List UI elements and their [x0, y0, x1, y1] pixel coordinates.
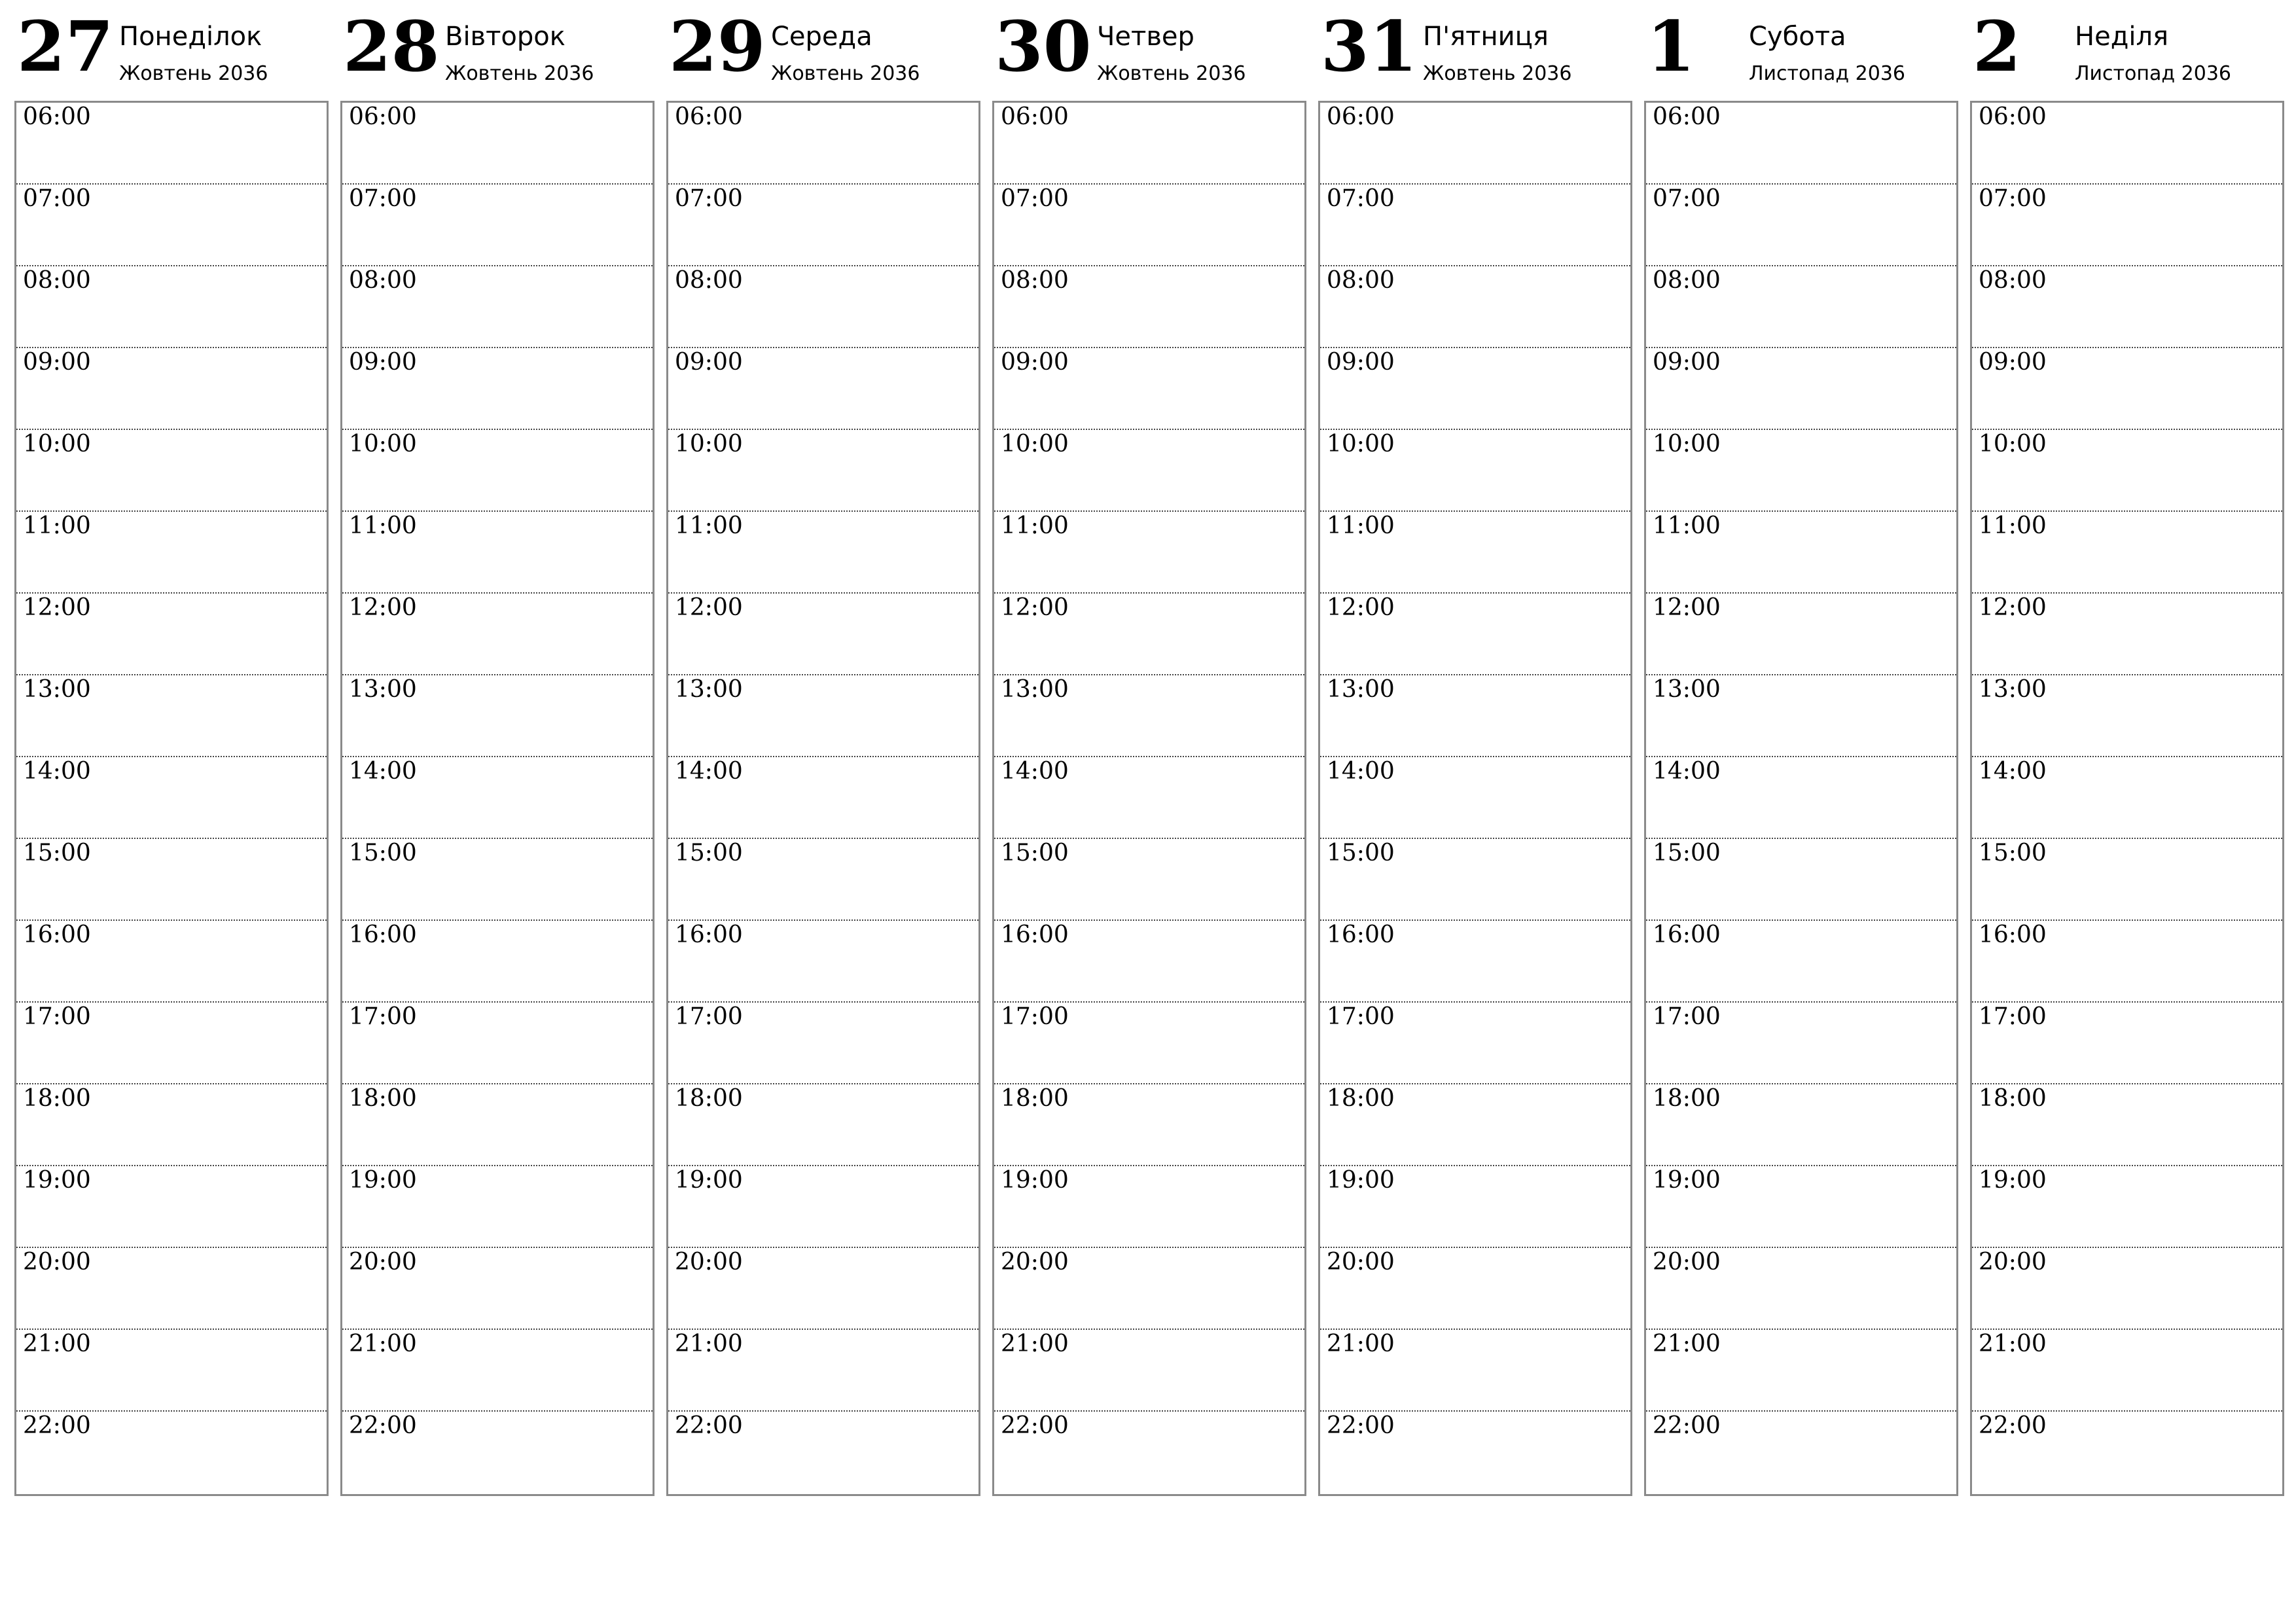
- hour-label: 10:00: [675, 431, 743, 457]
- hour-slot[interactable]: [342, 1084, 653, 1166]
- hour-slot[interactable]: [16, 1166, 327, 1248]
- hour-slot[interactable]: [668, 839, 978, 921]
- hour-label: 07:00: [349, 185, 417, 212]
- hour-slot[interactable]: [1646, 839, 1956, 921]
- hour-label: 22:00: [1979, 1412, 2047, 1439]
- hour-label: 14:00: [349, 758, 417, 785]
- hour-label: 22:00: [1653, 1412, 1721, 1439]
- hour-label: 06:00: [349, 103, 417, 130]
- hour-label: 15:00: [23, 840, 91, 866]
- hour-slot[interactable]: [1972, 1003, 2282, 1084]
- hour-label: 19:00: [1001, 1167, 1069, 1194]
- hour-label: 15:00: [1979, 840, 2047, 866]
- hour-slot[interactable]: [1972, 675, 2282, 757]
- hour-slot[interactable]: [1320, 512, 1630, 594]
- hour-slot[interactable]: [16, 594, 327, 675]
- hour-slot[interactable]: [16, 266, 327, 348]
- day-schedule-box: [1644, 101, 1958, 1496]
- month-year: Жовтень 2036: [1097, 62, 1246, 85]
- hour-label: 18:00: [675, 1085, 743, 1112]
- month-year: Жовтень 2036: [445, 62, 594, 85]
- hour-slot[interactable]: [668, 1248, 978, 1330]
- hour-label: 11:00: [349, 512, 417, 539]
- hour-label: 20:00: [675, 1249, 743, 1275]
- hour-slot[interactable]: [1646, 757, 1956, 839]
- hour-label: 17:00: [675, 1003, 743, 1030]
- hour-slot[interactable]: [1320, 185, 1630, 266]
- hour-slot[interactable]: [342, 103, 653, 185]
- hour-slot[interactable]: [1972, 185, 2282, 266]
- hour-slot[interactable]: [668, 675, 978, 757]
- hour-label: 17:00: [1327, 1003, 1395, 1030]
- day-column: [1970, 0, 2284, 1505]
- hour-label: 11:00: [1001, 512, 1069, 539]
- hour-label: 21:00: [23, 1330, 91, 1357]
- hour-slot[interactable]: [1646, 1084, 1956, 1166]
- hour-label: 21:00: [675, 1330, 743, 1357]
- hour-label: 18:00: [1979, 1085, 2047, 1112]
- hour-label: 20:00: [1001, 1249, 1069, 1275]
- hour-label: 19:00: [1653, 1167, 1721, 1194]
- hour-slot[interactable]: [668, 185, 978, 266]
- month-year: Листопад 2036: [1749, 62, 1906, 85]
- hour-label: 08:00: [1327, 267, 1395, 294]
- hour-slot[interactable]: [994, 1166, 1304, 1248]
- hour-label: 08:00: [1001, 267, 1069, 294]
- hour-slot[interactable]: [16, 839, 327, 921]
- hour-slot[interactable]: [1646, 1248, 1956, 1330]
- hour-slot[interactable]: [16, 512, 327, 594]
- day-header: [1970, 0, 2284, 98]
- hour-slot[interactable]: [1646, 1003, 1956, 1084]
- hour-slot[interactable]: [342, 675, 653, 757]
- hour-label: 12:00: [349, 594, 417, 621]
- hour-label: 14:00: [1001, 758, 1069, 785]
- hour-slot[interactable]: [342, 1412, 653, 1493]
- hour-label: 21:00: [1653, 1330, 1721, 1357]
- hour-label: 15:00: [1653, 840, 1721, 866]
- day-column: [666, 0, 980, 1505]
- hour-slot[interactable]: [1972, 1166, 2282, 1248]
- hour-label: 22:00: [675, 1412, 743, 1439]
- hour-slot[interactable]: [994, 1003, 1304, 1084]
- hour-slot[interactable]: [16, 185, 327, 266]
- hour-label: 11:00: [1327, 512, 1395, 539]
- hour-slot[interactable]: [1320, 1003, 1630, 1084]
- hour-label: 06:00: [1001, 103, 1069, 130]
- hour-slot[interactable]: [342, 430, 653, 512]
- day-name: Субота: [1749, 22, 1846, 52]
- hour-slot[interactable]: [994, 266, 1304, 348]
- hour-label: 18:00: [1653, 1085, 1721, 1112]
- hour-slot[interactable]: [1320, 921, 1630, 1003]
- day-header: [1318, 0, 1632, 98]
- hour-slot[interactable]: [668, 594, 978, 675]
- hour-slot[interactable]: [1972, 757, 2282, 839]
- hour-label: 15:00: [675, 840, 743, 866]
- hour-slot[interactable]: [994, 430, 1304, 512]
- day-name: Понеділок: [119, 22, 262, 52]
- hour-slot[interactable]: [1972, 348, 2282, 430]
- hour-slot[interactable]: [1972, 1084, 2282, 1166]
- hour-slot[interactable]: [1972, 1412, 2282, 1493]
- hour-label: 11:00: [1653, 512, 1721, 539]
- month-year: Жовтень 2036: [1423, 62, 1572, 85]
- day-number: 27: [17, 5, 114, 87]
- hour-slot[interactable]: [1646, 675, 1956, 757]
- hour-label: 13:00: [675, 676, 743, 703]
- hour-slot[interactable]: [342, 266, 653, 348]
- hour-slot[interactable]: [1646, 348, 1956, 430]
- hour-label: 14:00: [23, 758, 91, 785]
- hour-label: 10:00: [1327, 431, 1395, 457]
- hour-label: 10:00: [23, 431, 91, 457]
- hour-slot[interactable]: [1320, 1166, 1630, 1248]
- hour-label: 11:00: [675, 512, 743, 539]
- hour-slot[interactable]: [1972, 1248, 2282, 1330]
- hour-slot[interactable]: [1320, 1248, 1630, 1330]
- hour-label: 13:00: [1001, 676, 1069, 703]
- hour-slot[interactable]: [342, 348, 653, 430]
- hour-slot[interactable]: [1646, 266, 1956, 348]
- hour-slot[interactable]: [994, 185, 1304, 266]
- hour-label: 06:00: [1327, 103, 1395, 130]
- day-column: [1644, 0, 1958, 1505]
- hour-label: 17:00: [23, 1003, 91, 1030]
- hour-slot[interactable]: [1646, 103, 1956, 185]
- hour-slot[interactable]: [994, 921, 1304, 1003]
- hour-slot[interactable]: [668, 266, 978, 348]
- hour-label: 19:00: [349, 1167, 417, 1194]
- hour-slot[interactable]: [1320, 675, 1630, 757]
- hour-slot[interactable]: [16, 348, 327, 430]
- hour-label: 21:00: [349, 1330, 417, 1357]
- day-name: Середа: [771, 22, 872, 52]
- hour-slot[interactable]: [994, 348, 1304, 430]
- hour-slot[interactable]: [16, 1330, 327, 1412]
- hour-label: 16:00: [1979, 921, 2047, 948]
- day-column: [14, 0, 329, 1505]
- day-schedule-box: [1970, 101, 2284, 1496]
- hour-slot[interactable]: [994, 839, 1304, 921]
- hour-label: 07:00: [1979, 185, 2047, 212]
- hour-label: 13:00: [349, 676, 417, 703]
- hour-slot[interactable]: [342, 594, 653, 675]
- hour-label: 22:00: [23, 1412, 91, 1439]
- hour-label: 10:00: [1979, 431, 2047, 457]
- hour-slot[interactable]: [342, 1248, 653, 1330]
- hour-slot[interactable]: [1972, 512, 2282, 594]
- hour-label: 06:00: [1979, 103, 2047, 130]
- hour-slot[interactable]: [1320, 594, 1630, 675]
- hour-label: 14:00: [1979, 758, 2047, 785]
- hour-label: 07:00: [1327, 185, 1395, 212]
- day-header: [340, 0, 655, 98]
- hour-slot[interactable]: [16, 1248, 327, 1330]
- hour-label: 09:00: [1653, 349, 1721, 376]
- hour-slot[interactable]: [1972, 266, 2282, 348]
- hour-label: 15:00: [349, 840, 417, 866]
- hour-label: 20:00: [349, 1249, 417, 1275]
- hour-slot[interactable]: [994, 757, 1304, 839]
- hour-label: 11:00: [23, 512, 91, 539]
- hour-label: 16:00: [1653, 921, 1721, 948]
- hour-label: 08:00: [23, 267, 91, 294]
- hour-label: 06:00: [1653, 103, 1721, 130]
- day-schedule-box: [992, 101, 1306, 1496]
- hour-label: 08:00: [1979, 267, 2047, 294]
- hour-label: 09:00: [1001, 349, 1069, 376]
- hour-slot[interactable]: [994, 675, 1304, 757]
- hour-slot[interactable]: [1320, 430, 1630, 512]
- day-column: [340, 0, 655, 1505]
- hour-label: 21:00: [1979, 1330, 2047, 1357]
- hour-slot[interactable]: [994, 512, 1304, 594]
- hour-slot[interactable]: [668, 1166, 978, 1248]
- hour-slot[interactable]: [668, 512, 978, 594]
- hour-slot[interactable]: [342, 1166, 653, 1248]
- day-number: 30: [995, 5, 1092, 87]
- hour-slot[interactable]: [1646, 594, 1956, 675]
- hour-label: 07:00: [1653, 185, 1721, 212]
- hour-label: 21:00: [1327, 1330, 1395, 1357]
- day-schedule-box: [666, 101, 980, 1496]
- hour-label: 07:00: [1001, 185, 1069, 212]
- hour-slot[interactable]: [994, 1084, 1304, 1166]
- hour-label: 09:00: [23, 349, 91, 376]
- hour-slot[interactable]: [16, 1003, 327, 1084]
- hour-label: 16:00: [1001, 921, 1069, 948]
- hour-label: 14:00: [675, 758, 743, 785]
- hour-label: 18:00: [23, 1085, 91, 1112]
- day-column: [992, 0, 1306, 1505]
- hour-label: 22:00: [1001, 1412, 1069, 1439]
- month-year: Жовтень 2036: [771, 62, 920, 85]
- day-number: 31: [1321, 5, 1418, 87]
- hour-label: 12:00: [1653, 594, 1721, 621]
- hour-label: 18:00: [1327, 1085, 1395, 1112]
- hour-label: 20:00: [1327, 1249, 1395, 1275]
- hour-label: 13:00: [1653, 676, 1721, 703]
- hour-label: 14:00: [1327, 758, 1395, 785]
- hour-slot[interactable]: [668, 757, 978, 839]
- hour-label: 13:00: [1327, 676, 1395, 703]
- hour-label: 12:00: [1327, 594, 1395, 621]
- hour-slot[interactable]: [1320, 266, 1630, 348]
- hour-label: 16:00: [23, 921, 91, 948]
- hour-slot[interactable]: [1646, 1166, 1956, 1248]
- hour-label: 08:00: [349, 267, 417, 294]
- hour-slot[interactable]: [16, 103, 327, 185]
- hour-slot[interactable]: [16, 675, 327, 757]
- hour-slot[interactable]: [1320, 1084, 1630, 1166]
- hour-slot[interactable]: [1646, 430, 1956, 512]
- hour-label: 10:00: [1001, 431, 1069, 457]
- hour-slot[interactable]: [994, 103, 1304, 185]
- hour-slot[interactable]: [668, 103, 978, 185]
- hour-slot[interactable]: [1972, 921, 2282, 1003]
- hour-label: 11:00: [1979, 512, 2047, 539]
- hour-label: 09:00: [675, 349, 743, 376]
- hour-slot[interactable]: [668, 1412, 978, 1493]
- day-number: 28: [343, 5, 440, 87]
- hour-slot[interactable]: [994, 1248, 1304, 1330]
- hour-label: 20:00: [1979, 1249, 2047, 1275]
- hour-label: 13:00: [1979, 676, 2047, 703]
- hour-slot[interactable]: [1320, 757, 1630, 839]
- hour-slot[interactable]: [342, 1003, 653, 1084]
- day-number: 29: [669, 5, 766, 87]
- hour-label: 09:00: [1327, 349, 1395, 376]
- day-name: П'ятниця: [1423, 22, 1549, 52]
- month-year: Жовтень 2036: [119, 62, 268, 85]
- hour-label: 19:00: [675, 1167, 743, 1194]
- hour-slot[interactable]: [668, 348, 978, 430]
- hour-label: 17:00: [1001, 1003, 1069, 1030]
- hour-label: 06:00: [675, 103, 743, 130]
- hour-label: 16:00: [675, 921, 743, 948]
- day-name: Четвер: [1097, 22, 1194, 52]
- hour-label: 08:00: [675, 267, 743, 294]
- hour-slot[interactable]: [342, 185, 653, 266]
- hour-slot[interactable]: [1972, 1330, 2282, 1412]
- hour-label: 18:00: [349, 1085, 417, 1112]
- hour-label: 19:00: [1979, 1167, 2047, 1194]
- hour-slot[interactable]: [1646, 1412, 1956, 1493]
- day-schedule-box: [14, 101, 329, 1496]
- hour-slot[interactable]: [994, 1412, 1304, 1493]
- hour-label: 09:00: [1979, 349, 2047, 376]
- hour-label: 08:00: [1653, 267, 1721, 294]
- hour-label: 19:00: [23, 1167, 91, 1194]
- day-column: [1318, 0, 1632, 1505]
- hour-slot[interactable]: [16, 921, 327, 1003]
- hour-label: 13:00: [23, 676, 91, 703]
- hour-slot[interactable]: [342, 921, 653, 1003]
- hour-slot[interactable]: [1972, 594, 2282, 675]
- hour-label: 12:00: [675, 594, 743, 621]
- hour-slot[interactable]: [1646, 185, 1956, 266]
- hour-label: 07:00: [675, 185, 743, 212]
- day-header: [666, 0, 980, 98]
- hour-label: 17:00: [1653, 1003, 1721, 1030]
- hour-slot[interactable]: [1646, 921, 1956, 1003]
- hour-slot[interactable]: [342, 757, 653, 839]
- hour-label: 16:00: [349, 921, 417, 948]
- hour-slot[interactable]: [342, 839, 653, 921]
- hour-slot[interactable]: [668, 1330, 978, 1412]
- hour-slot[interactable]: [16, 1084, 327, 1166]
- hour-slot[interactable]: [1320, 103, 1630, 185]
- hour-label: 12:00: [1979, 594, 2047, 621]
- day-name: Вівторок: [445, 22, 565, 52]
- hour-label: 22:00: [349, 1412, 417, 1439]
- hour-label: 16:00: [1327, 921, 1395, 948]
- hour-label: 09:00: [349, 349, 417, 376]
- hour-slot[interactable]: [1646, 512, 1956, 594]
- hour-slot[interactable]: [994, 594, 1304, 675]
- hour-slot[interactable]: [1972, 103, 2282, 185]
- day-number: 2: [1973, 5, 2021, 87]
- hour-label: 07:00: [23, 185, 91, 212]
- hour-label: 10:00: [1653, 431, 1721, 457]
- hour-slot[interactable]: [1320, 1412, 1630, 1493]
- hour-slot[interactable]: [1320, 839, 1630, 921]
- hour-slot[interactable]: [1646, 1330, 1956, 1412]
- hour-label: 06:00: [23, 103, 91, 130]
- day-schedule-box: [340, 101, 655, 1496]
- hour-label: 15:00: [1001, 840, 1069, 866]
- hour-slot[interactable]: [16, 430, 327, 512]
- day-number: 1: [1647, 5, 1695, 87]
- hour-label: 22:00: [1327, 1412, 1395, 1439]
- hour-label: 18:00: [1001, 1085, 1069, 1112]
- hour-label: 17:00: [1979, 1003, 2047, 1030]
- hour-label: 14:00: [1653, 758, 1721, 785]
- hour-slot[interactable]: [342, 1330, 653, 1412]
- hour-label: 10:00: [349, 431, 417, 457]
- hour-label: 15:00: [1327, 840, 1395, 866]
- hour-label: 12:00: [1001, 594, 1069, 621]
- hour-label: 20:00: [23, 1249, 91, 1275]
- hour-slot[interactable]: [1320, 348, 1630, 430]
- hour-slot[interactable]: [16, 1412, 327, 1493]
- day-name: Неділя: [2075, 22, 2169, 52]
- hour-label: 12:00: [23, 594, 91, 621]
- hour-label: 19:00: [1327, 1167, 1395, 1194]
- day-schedule-box: [1318, 101, 1632, 1496]
- hour-slot[interactable]: [1972, 430, 2282, 512]
- month-year: Листопад 2036: [2075, 62, 2232, 85]
- hour-slot[interactable]: [1320, 1330, 1630, 1412]
- hour-label: 17:00: [349, 1003, 417, 1030]
- hour-slot[interactable]: [668, 921, 978, 1003]
- day-header: [1644, 0, 1958, 98]
- hour-slot[interactable]: [668, 1003, 978, 1084]
- hour-label: 20:00: [1653, 1249, 1721, 1275]
- hour-slot[interactable]: [994, 1330, 1304, 1412]
- hour-slot[interactable]: [1972, 839, 2282, 921]
- hour-slot[interactable]: [668, 430, 978, 512]
- hour-slot[interactable]: [668, 1084, 978, 1166]
- day-header: [992, 0, 1306, 98]
- hour-label: 21:00: [1001, 1330, 1069, 1357]
- day-header: [14, 0, 329, 98]
- hour-slot[interactable]: [16, 757, 327, 839]
- hour-slot[interactable]: [342, 512, 653, 594]
